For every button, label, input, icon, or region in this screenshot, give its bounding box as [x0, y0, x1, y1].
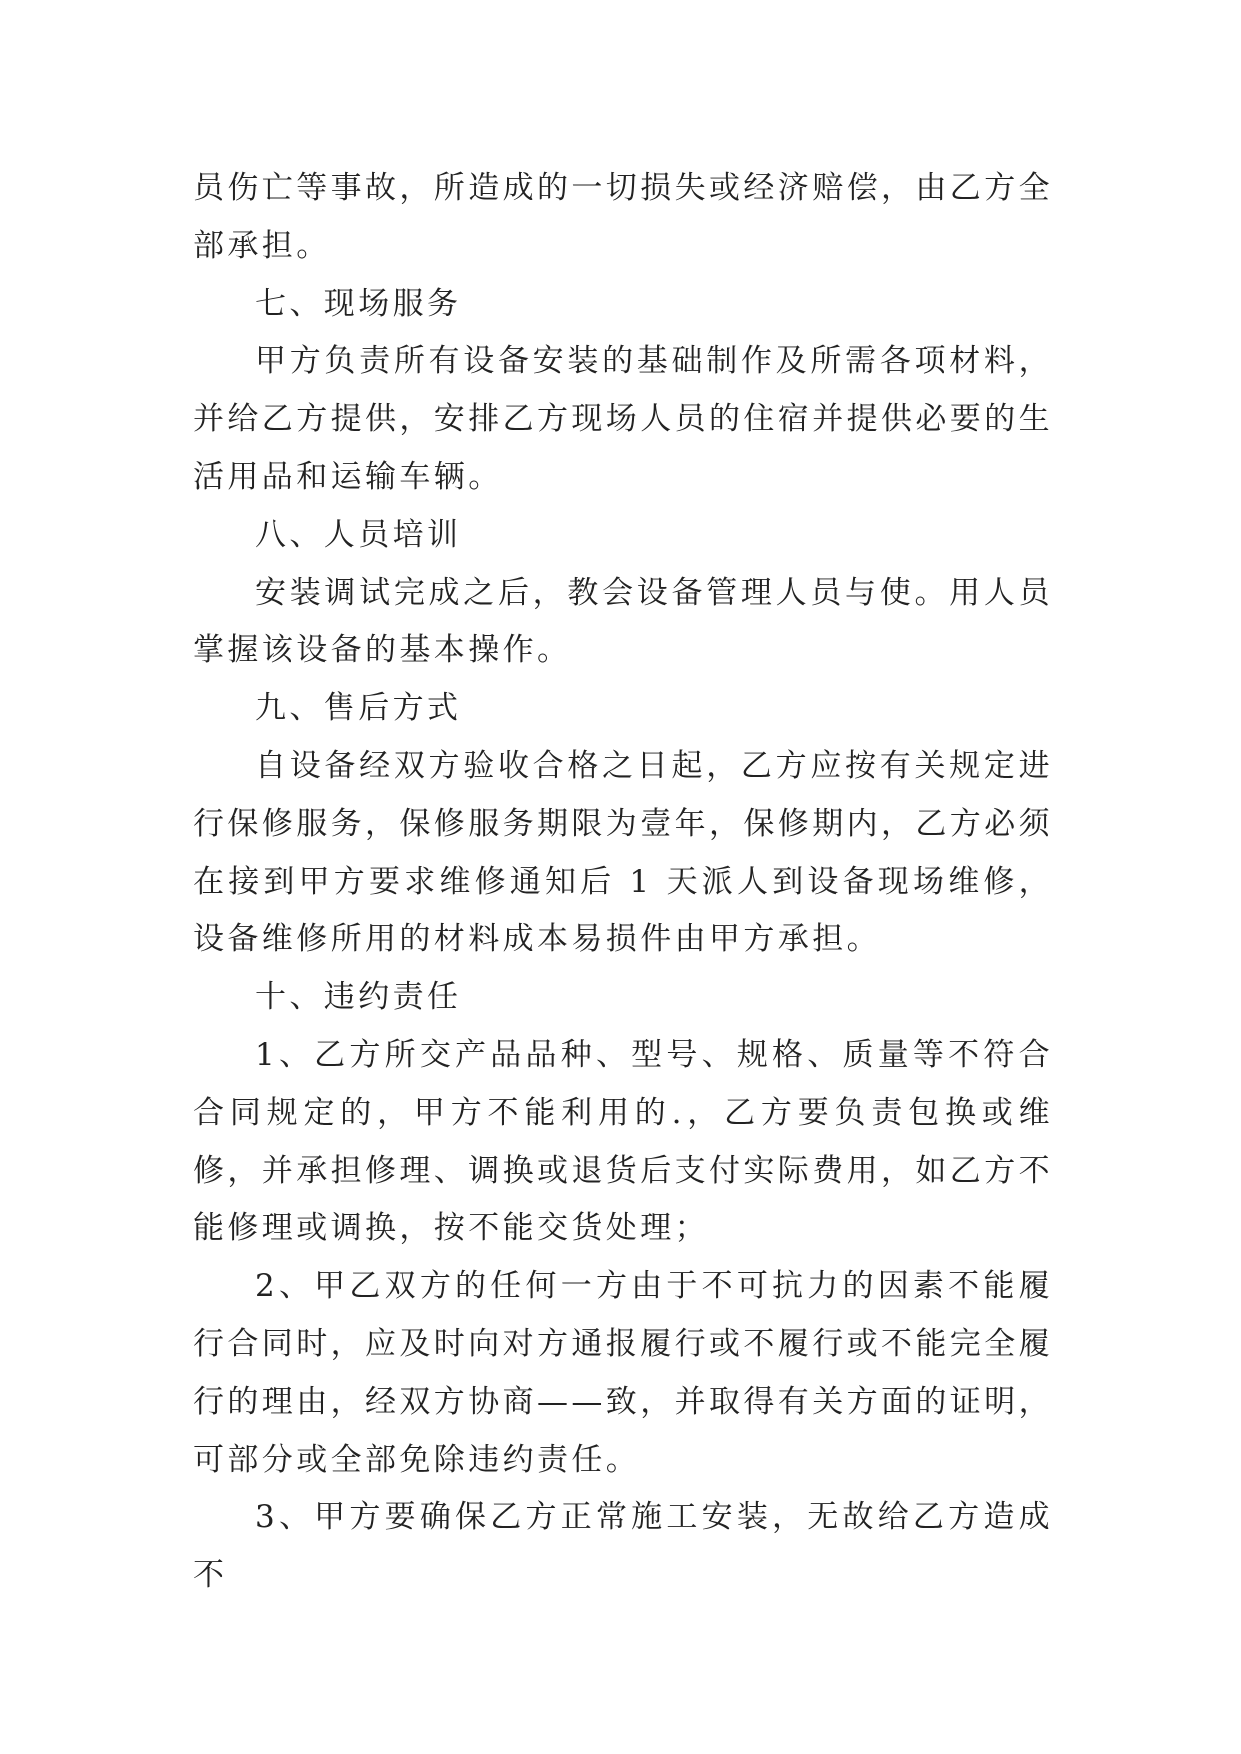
paragraph-training: 安装调试完成之后，教会设备管理人员与使。用人员掌握该设备的基本操作。	[193, 574, 1053, 669]
section-heading-after-sales: 九、售后方式	[255, 690, 462, 727]
section-heading-training: 八、人员培训	[255, 516, 462, 553]
paragraph-liability-3: 3、甲方要确保乙方正常施工安装，无故给乙方造成不	[193, 1499, 1053, 1594]
paragraph-continuation: 员伤亡等事故，所造成的一切损失或经济赔偿，由乙方全部承担。	[193, 170, 1053, 264]
paragraph-liability-2: 2、甲乙双方的任何一方由于不可抗力的因素不能履行合同时，应及时向对方通报履行或不履行或不能完全履行的理由，经双方协商——致，并取得有关方面的证明，可部分或全部免除违约责任。	[193, 1268, 1053, 1478]
section-heading-site-service: 七、现场服务	[255, 285, 462, 322]
paragraph-site-service: 甲方负责所有设备安装的基础制作及所需各项材料，并给乙方提供，安排乙方现场人员的住宿并提供必要的生活用品和运输车辆。	[193, 343, 1053, 495]
paragraph-liability-1: 1、乙方所交产品品种、型号、规格、质量等不符合合同规定的，甲方不能利用的.，乙方要负责包换或维修，并承担修理、调换或退货后支付实际费用，如乙方不能修理或调换，按不能交货处理；	[193, 1036, 1053, 1247]
section-heading-liability: 十、违约责任	[255, 979, 462, 1016]
paragraph-after-sales: 自设备经双方验收合格之日起，乙方应按有关规定进行保修服务，保修服务期限为壹年，保修期内，乙方必须在接到甲方要求维修通知后 1 天派人到设备现场维修，设备维修所用的材料成本易损件由甲方承担。	[193, 747, 1053, 958]
document-body	[193, 160, 1053, 1605]
